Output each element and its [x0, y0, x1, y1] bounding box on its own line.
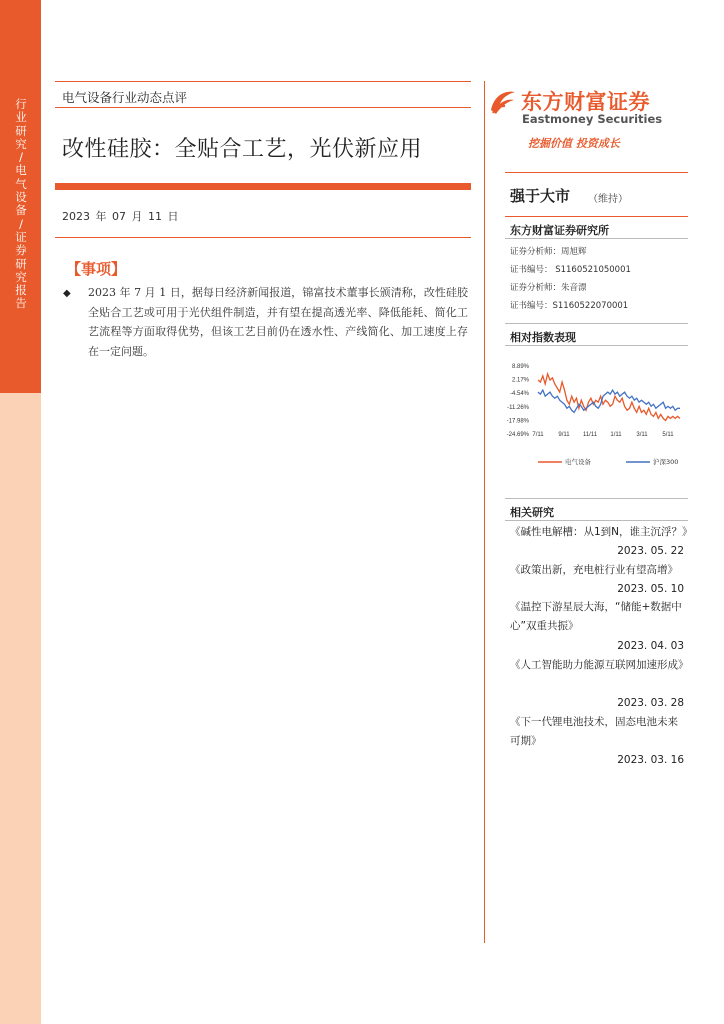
related-report-link[interactable]: 《温控下游星辰大海，“储能+数据中心”双重共振》 [510, 601, 682, 632]
related-report-link[interactable]: 《碱性电解槽：从1到N，谁主沉浮？》 [510, 526, 693, 538]
x-tick-label: 9/11 [558, 432, 570, 438]
x-tick-label: 11/11 [582, 432, 598, 438]
institute-name: 东方财富证券研究所 [510, 224, 609, 237]
sidebar-light [0, 393, 41, 1024]
report-category: 电气设备行业动态点评 [62, 90, 188, 105]
slogan: 挖掘价值 投资成长 [528, 137, 620, 150]
index-top-rule [505, 323, 688, 324]
x-tick-label: 1/11 [610, 432, 622, 438]
related-report-date: 2023. 03. 16 [617, 754, 684, 766]
date-rule [55, 237, 471, 238]
y-tick-label: 8.89% [511, 364, 529, 370]
y-tick-label: -4.54% [509, 391, 529, 398]
analyst-cert: 证书编号： S1160521050001 [510, 265, 631, 275]
analyst-name: 证券分析师：朱音漂 [510, 283, 587, 293]
related-title: 相关研究 [510, 506, 554, 519]
title-bar [55, 183, 471, 190]
x-tick-label: 5/11 [662, 432, 674, 438]
series-line [538, 374, 680, 421]
report-date: 2023 年 07 月 11 日 [62, 210, 179, 223]
legend-label: 沪深300 [653, 458, 679, 466]
rating-sub: （维持） [588, 194, 628, 205]
index-bottom-rule [505, 345, 688, 346]
phoenix-logo-icon [488, 86, 518, 116]
related-report-link[interactable]: 《人工智能助力能源互联网加速形成》 [510, 659, 689, 671]
related-report-date: 2023. 05. 10 [617, 583, 684, 595]
body-paragraph: 2023 年 7 月 1 日，据每日经济新闻报道，锦富技术董事长颁清称，改性硅胶全贴合工艺或可用于光伏组件制造，并有望在提高透光率、降低能耗、简化工艺流程等方面取得优势，但该工艺目前仍在透水性、产线简化、加工速度上存在一定问题。 [88, 286, 468, 358]
related-report-link[interactable]: 《政策出新，充电桩行业有望高增》 [510, 564, 678, 576]
related-report-link[interactable]: 《下一代锂电池技术，固态电池未来可期》 [510, 716, 678, 747]
x-tick-label: 3/11 [636, 432, 648, 438]
y-tick-label: -17.98% [506, 418, 529, 425]
header-top-rule [55, 81, 471, 82]
y-tick-label: -24.69% [506, 432, 529, 438]
institute-rule [505, 238, 688, 239]
sidebar-vertical-text: 行业研究 / 电气设备 / 证券研究报告 [15, 97, 27, 311]
related-top-rule [505, 498, 688, 499]
x-tick-label: 7/11 [532, 432, 544, 438]
related-report-date: 2023. 05. 22 [617, 545, 684, 557]
logo-text-cn: 东方财富证券 [521, 90, 650, 114]
related-report-date: 2023. 03. 28 [617, 697, 684, 709]
diamond-bullet-icon: ◆ [63, 288, 71, 299]
logo-text-en: Eastmoney Securities [522, 112, 663, 126]
section-title: 【事项】 [66, 260, 127, 278]
index-chart-title: 相对指数表现 [510, 331, 576, 344]
analyst-cert: 证书编号：S1160522070001 [510, 301, 629, 311]
related-report-date: 2023. 04. 03 [617, 640, 684, 652]
y-tick-label: -11.26% [507, 404, 529, 411]
rating-top-rule [505, 172, 688, 173]
relative-index-chart [505, 358, 688, 473]
legend-label: 电气设备 [565, 458, 591, 466]
y-tick-label: 2.17% [511, 377, 529, 384]
analyst-name: 证券分析师：周旭辉 [510, 247, 587, 257]
rating-bottom-rule [505, 216, 688, 217]
header-bottom-rule [55, 107, 471, 108]
page-title: 改性硅胶：全贴合工艺，光伏新应用 [62, 137, 423, 162]
rating-label: 强于大市 [510, 187, 571, 205]
series-line [538, 390, 680, 412]
related-bottom-rule [505, 520, 688, 521]
column-divider [484, 81, 485, 943]
